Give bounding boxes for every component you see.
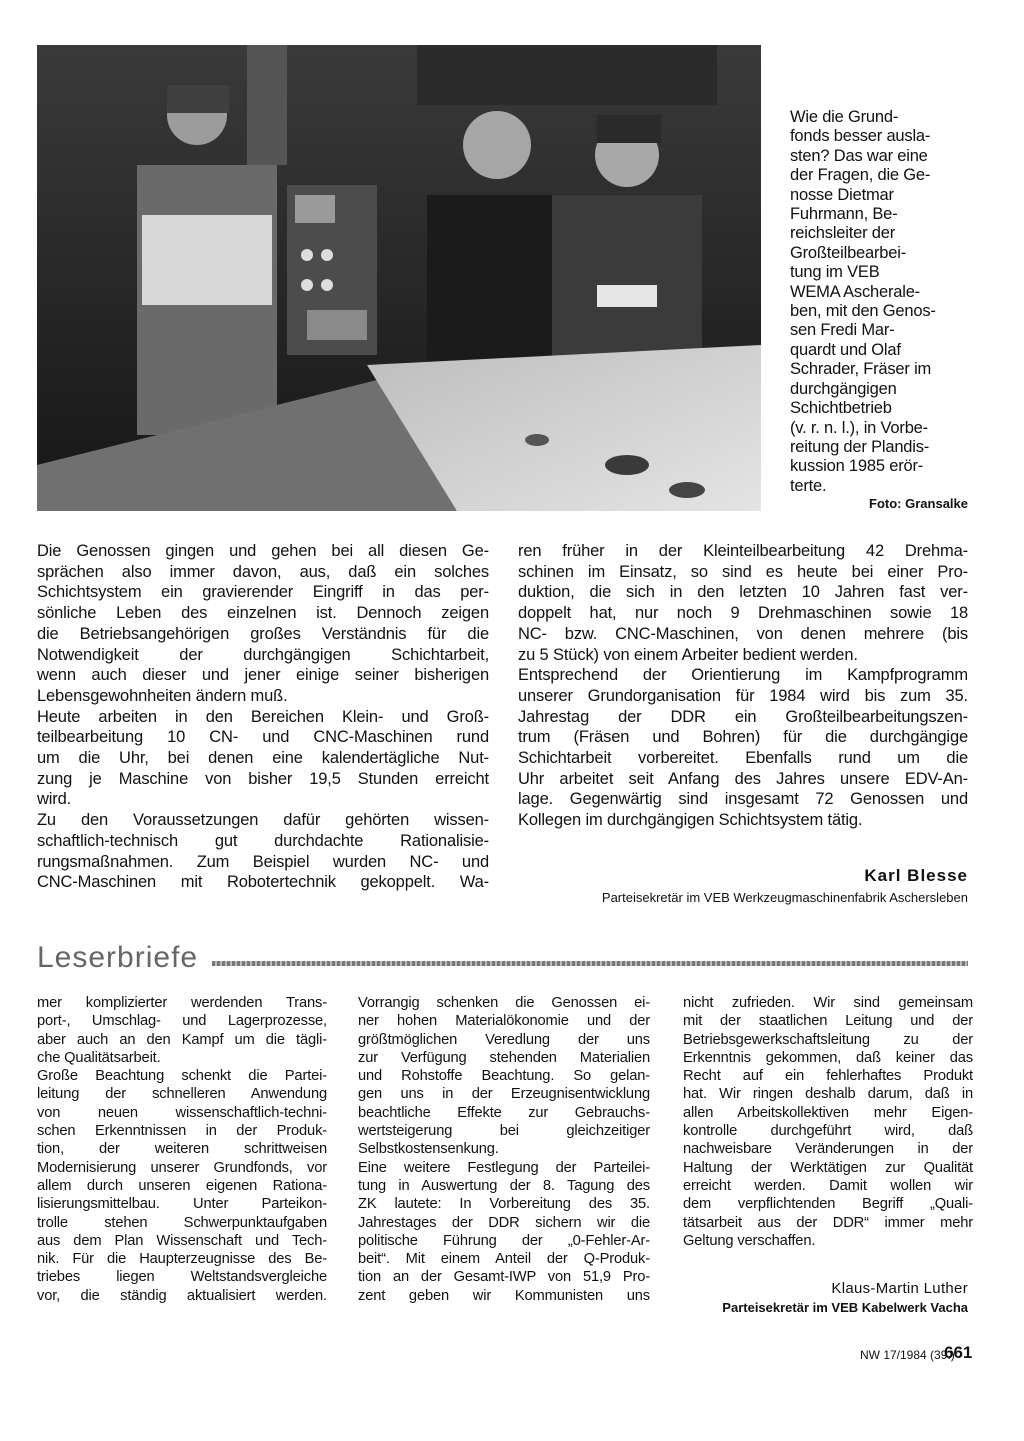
caption-line: terte. [790, 476, 827, 495]
article-line: Uhr arbeitet seit Anfang des Jahres unsere EDV-An- [518, 769, 968, 788]
letter-line: Jahrestages der DDR sichern wir die [358, 1214, 650, 1231]
article-author: Karl Blesse [864, 866, 968, 885]
issue-info: NW 17/1984 (39.) [860, 1348, 955, 1362]
letter-line: tung in Auswertung der 8. Tagung des [358, 1177, 650, 1194]
letters-column-3 [683, 994, 973, 1250]
article-column-right [518, 541, 968, 831]
article-line: schinen im Einsatz, so sind es heute bei einer Pro- [518, 562, 968, 581]
article-line: lage. Gegenwärtig sind insgesamt 72 Genossen und [518, 790, 968, 809]
article-line: um die Uhr, bei denen eine kalendertägliche Nut- [37, 749, 489, 768]
letter-line: Betriebsgewerkschaftsleitung zu der [683, 1031, 973, 1048]
article-line: sprächen also immer davon, aus, daß ein solches [37, 562, 489, 581]
caption-line: sen Fredi Mar- [790, 321, 895, 340]
caption-line: quardt und Olaf [790, 340, 901, 359]
photo-caption [790, 108, 970, 496]
three-workers-at-machine-photo [37, 45, 761, 511]
caption-line: sten? Das war eine [790, 146, 928, 165]
article-line: Die Genossen gingen und gehen bei all diesen Ge- [37, 542, 489, 560]
caption-line: kussion 1985 erör- [790, 457, 924, 476]
article-line: ren früher in der Kleinteilbearbeitung 42 Drehma- [518, 542, 968, 560]
letter-line: mit der staatlichen Leitung und der [683, 1013, 973, 1030]
letter-line: Große Beachtung schenkt die Partei- [37, 1068, 327, 1085]
letter-line: erreicht werden. Damit wollen wir [683, 1177, 973, 1194]
article-column-left [37, 541, 489, 893]
letter-line: aus dem Plan Wissenschaft und Tech- [37, 1232, 327, 1249]
article-line: die Betriebsangehörigen großes Verständnis für die [37, 624, 489, 643]
letter-line: kontrolle durchgeführt wird, daß [683, 1123, 973, 1140]
caption-line: nosse Dietmar [790, 185, 894, 204]
letter-line: Selbstkostensenkung. [358, 1141, 499, 1158]
article-line: sönliche Leben des einzelnen ist. Dennoch zeigen [37, 604, 489, 623]
caption-line: reichsleiter der [790, 224, 896, 243]
photo-illustration [37, 45, 761, 511]
letter-line: allem durch unseren eigenen Rationa- [37, 1177, 327, 1194]
letter-line: dem verpflichtenden Begriff „Quali- [683, 1196, 973, 1213]
letter-line: che Qualitätsarbeit. [37, 1049, 161, 1066]
letter-line: tätsarbeit aus der DDR“ immer mehr [683, 1214, 973, 1231]
letter-line: Geltung verschaffen. [683, 1232, 816, 1249]
caption-line: Fuhrmann, Be- [790, 205, 898, 224]
caption-line: Schrader, Fräser im [790, 360, 932, 379]
letter-line: ZK lautete: In Vorbereitung des 35. [358, 1196, 650, 1213]
section-rule [212, 961, 968, 966]
letter-line: ner hohen Materialökonomie und der [358, 1013, 650, 1030]
article-line: trum (Fräsen und Bohren) für die durchgängige [518, 728, 968, 747]
article-line: schaftlich-technisch gut durchdachte Rationalisie- [37, 831, 489, 850]
letter-line: Recht auf ein fehlerhaftes Produkt [683, 1068, 973, 1085]
article-line: Schichtarbeit vorbereitet. Ebenfalls rund um die [518, 749, 968, 768]
letter-line: vor, die ständig aktualisiert werden. [37, 1287, 327, 1304]
letter-line: Vorrangig schenken die Genossen ei- [358, 995, 650, 1011]
article-line: zu 5 Stück) von einem Arbeiter bedient werden. [518, 645, 858, 664]
article-line: unserer Grundorganisation für 1984 wird bis zum 35. [518, 686, 968, 705]
article-line: wird. [37, 790, 72, 809]
article-line: Schichtsystem ein gravierender Eingriff in das per- [37, 583, 489, 602]
letter-line: hat. Wir ringen deshalb darum, daß in [683, 1086, 973, 1103]
article-line: Notwendigkeit der durchgängigen Schichtarbeit, [37, 645, 489, 664]
caption-line: Schichtbetrieb [790, 399, 892, 418]
letter-line: lisierungsmittelbau. Unter Parteikon- [37, 1196, 327, 1213]
caption-line: der Fragen, die Ge- [790, 166, 931, 185]
photo-credit: Foto: Gransalke [869, 496, 968, 511]
article-line: Kollegen im durchgängigen Schichtsystem tätig. [518, 811, 863, 830]
article-line: zung je Maschine von bisher 19,5 Stunden erreicht [37, 769, 489, 788]
caption-line: Großteilbearbei- [790, 243, 907, 262]
page-number: 661 [944, 1343, 973, 1362]
caption-line: Wie die Grund- [790, 108, 899, 126]
caption-line: fonds besser ausla- [790, 127, 931, 146]
letter-line: beit“. Mit einem Anteil der Q-Produk- [358, 1251, 650, 1268]
article-line: Heute arbeiten in den Bereichen Klein- und Groß- [37, 707, 489, 726]
letter-line: Haltung der Werktätigen zur Qualität [683, 1159, 973, 1176]
letter-line: aber auch an den Kampf um die tägli- [37, 1031, 327, 1048]
article-line: Entsprechend der Orientierung im Kampfprogramm [518, 666, 968, 685]
letter-line: gen uns in der Erzeugnisentwicklung [358, 1086, 650, 1103]
letter-line: größtmöglichen Veredlung der uns [358, 1031, 650, 1048]
letter-line: trolle stehen Schwerpunktaufgaben [37, 1214, 327, 1231]
article-line: doppelt hat, nur noch 9 Drehmaschinen sowie 18 [518, 604, 968, 623]
article-author-role: Parteisekretär im VEB Werkzeugmaschinenfabrik Aschersleben [601, 890, 968, 905]
letter-line: leitung der schnelleren Anwendung [37, 1086, 327, 1103]
letter-line: port-, Umschlag- und Lagerprozesse, [37, 1013, 327, 1030]
letters-section-header [37, 940, 968, 976]
letter-line: von neuen wissenschaftlich-techni- [37, 1104, 327, 1121]
article-line: CNC-Maschinen mit Robotertechnik gekoppelt. Wa- [37, 873, 489, 892]
caption-line: durchgängigen [790, 379, 897, 398]
letters-column-2 [358, 994, 650, 1305]
article-line: wenn auch dieser und jener einige seiner bisherigen [37, 666, 489, 685]
article-line: duktion, die sich in den letzten 10 Jahren fast ver- [518, 583, 968, 602]
letter-line: schen Erkenntnissen in der Produk- [37, 1123, 327, 1140]
letter-line: wertsteigerung bei gleichzeitiger [358, 1123, 650, 1140]
letter-author-role: Parteisekretär im VEB Kabelwerk Vacha [722, 1300, 968, 1315]
letter-line: politische Führung der „0-Fehler-Ar- [358, 1232, 650, 1249]
article-line: NC- bzw. CNC-Maschinen, von denen mehrere (bis [518, 624, 968, 643]
letter-line: Eine weitere Festlegung der Parteilei- [358, 1159, 650, 1176]
letter-line: zur Verfügung stehenden Materialien [358, 1049, 650, 1066]
letter-line: nik. Für die Haupterzeugnisse des Be- [37, 1251, 327, 1268]
letter-line: und Rohstoffe Beachtung. So gelan- [358, 1068, 650, 1085]
caption-line: (v. r. n. l.), in Vorbe- [790, 418, 928, 437]
letter-line: allen Arbeitskollektiven mehr Eigen- [683, 1104, 973, 1121]
article-line: rungsmaßnahmen. Zum Beispiel wurden NC- und [37, 852, 489, 871]
letter-line: beachtliche Effekte zur Gebrauchs- [358, 1104, 650, 1121]
letter-line: Modernisierung unserer Grundfonds, vor [37, 1159, 327, 1176]
letter-line: triebes liegen Weltstandsvergleiche [37, 1269, 327, 1286]
article-line: Lebensgewohnheiten ändern muß. [37, 686, 288, 705]
letter-line: Erkenntnis gekommen, daß keiner das [683, 1049, 973, 1066]
article-line: teilbearbeitung 10 CN- und CNC-Maschinen rund [37, 728, 489, 747]
letters-column-1 [37, 994, 327, 1305]
caption-line: reitung der Plandis- [790, 437, 930, 456]
caption-line: ben, mit den Genos- [790, 302, 936, 321]
letter-line: zent geben wir Kommunisten uns [358, 1287, 650, 1304]
article-line: Zu den Voraussetzungen dafür gehörten wissen- [37, 811, 489, 830]
section-title: Leserbriefe [37, 941, 199, 974]
caption-line: tung im VEB [790, 263, 880, 282]
letter-line: tion, der weiteren schrittweisen [37, 1141, 327, 1158]
letter-line: nicht zufrieden. Wir sind gemeinsam [683, 995, 973, 1011]
letter-line: mer komplizierter werdenden Trans- [37, 995, 327, 1011]
letter-line: tion an der Gesamt-IWP von 51,9 Pro- [358, 1269, 650, 1286]
article-line: Jahrestag der DDR ein Großteilbearbeitungszen- [518, 707, 968, 726]
letter-line: nachweisbare Veränderungen in der [683, 1141, 973, 1158]
letter-author: Klaus-Martin Luther [831, 1280, 968, 1297]
caption-line: WEMA Ascherale- [790, 282, 920, 301]
